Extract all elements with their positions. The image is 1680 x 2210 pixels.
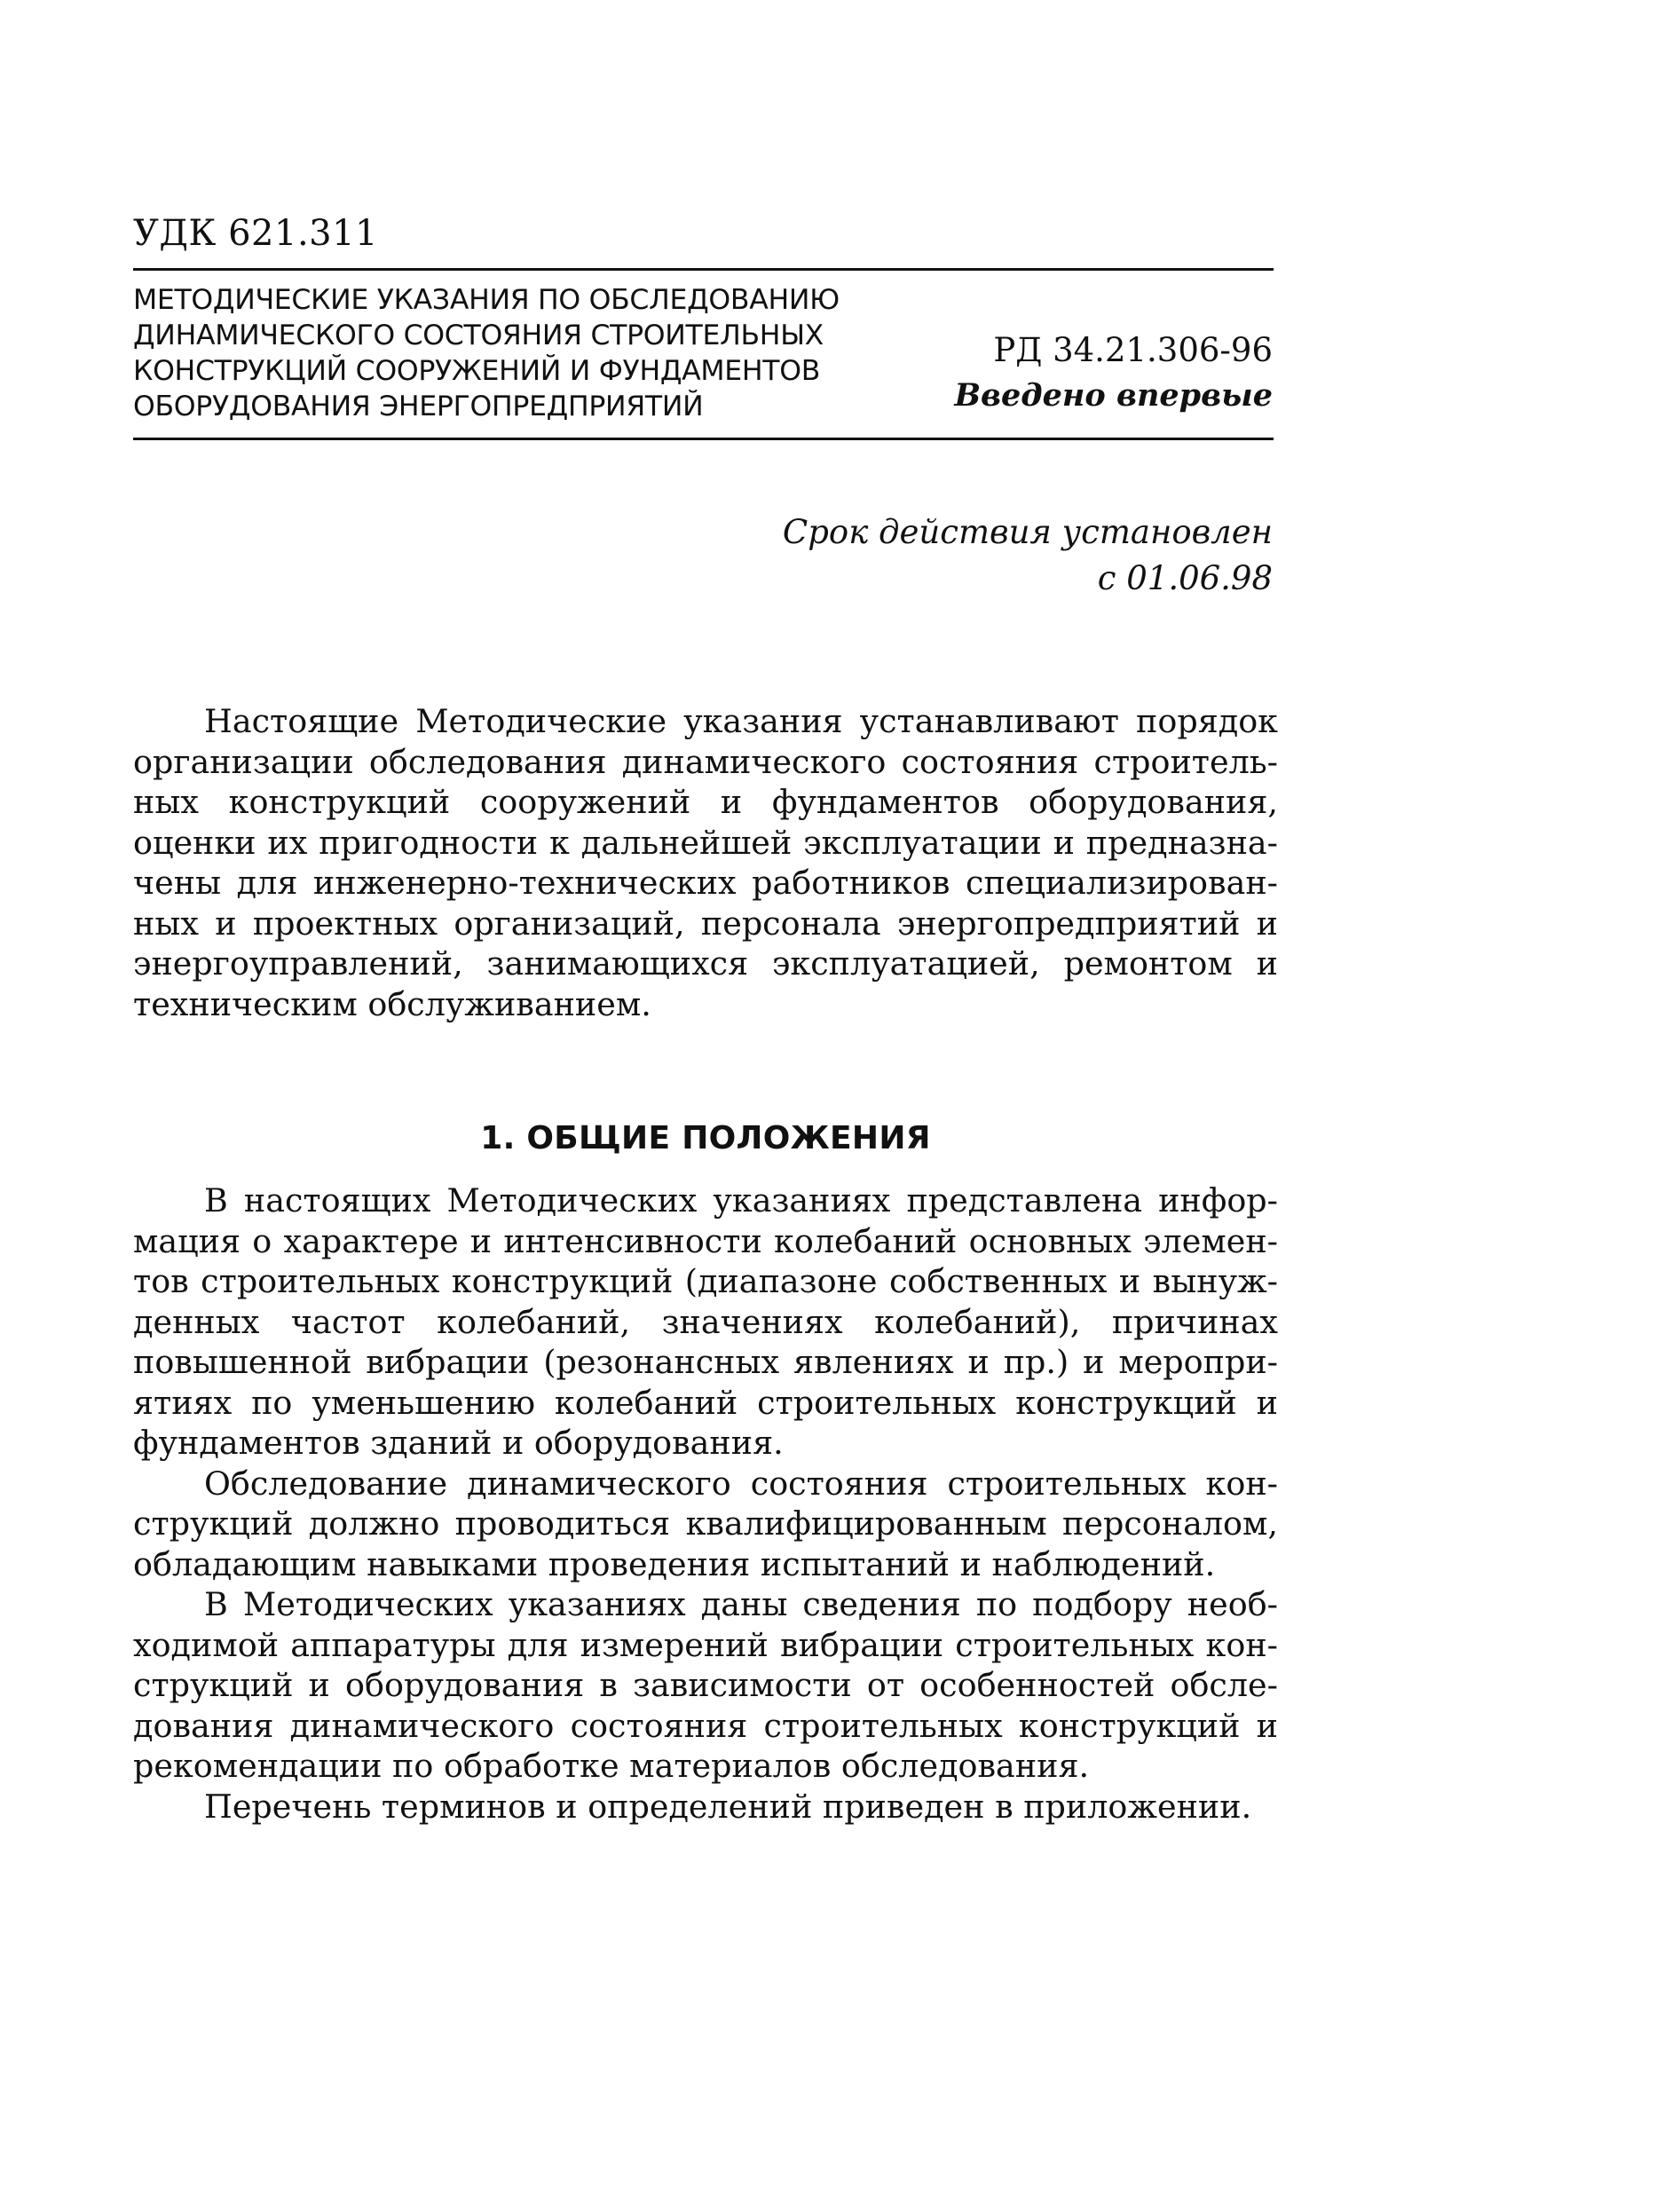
text-line: энергоуправлений, занимающихся эксплуатацией, ремонтом и: [133, 944, 1278, 983]
text-line: Обследование динамического состояния строительных кон-: [204, 1464, 1278, 1503]
title-line: ДИНАМИЧЕСКОГО СОСТОЯНИЯ СТРОИТЕЛЬНЫХ: [133, 320, 824, 351]
title-line: КОНСТРУКЦИЙ СООРУЖЕНИЙ И ФУНДАМЕНТОВ: [133, 355, 821, 387]
text-line: ных и проектных организаций, персонала энергопредприятий и: [133, 904, 1278, 943]
introduced-note: Введено впервые: [954, 377, 1273, 414]
section-heading: 1. ОБЩИЕ ПОЛОЖЕНИЯ: [480, 1120, 931, 1156]
text-line: ходимой аппаратуры для измерений вибрации строительных кон-: [133, 1625, 1278, 1664]
text-line: дования динамического состояния строительных конструкций и: [133, 1706, 1278, 1745]
document-title: [133, 282, 896, 424]
title-line: ОБОРУДОВАНИЯ ЭНЕРГОПРЕДПРИЯТИЙ: [133, 391, 704, 422]
text-line: организации обследования динамического состояния строитель-: [133, 742, 1278, 781]
text-line: повышенной вибрации (резонансных явлениях и пр.) и меропри-: [133, 1343, 1278, 1381]
validity-date: с 01.06.98: [1097, 559, 1273, 597]
text-line: оценки их пригодности к дальнейшей эксплуатации и предназна-: [133, 823, 1278, 862]
text-line: мация о характере и интенсивности колебаний основных элемен-: [133, 1221, 1278, 1260]
document-code: РД 34.21.306-96: [993, 331, 1273, 369]
text-line: чены для инженерно-технических работников специализирован-: [133, 864, 1278, 902]
text-line: обладающим навыками проведения испытаний и наблюдений.: [133, 1544, 1216, 1583]
text-line: струкций должно проводиться квалифицированным персоналом,: [133, 1504, 1278, 1543]
text-line: ятиях по уменьшению колебаний строительных конструкций и: [133, 1383, 1278, 1422]
validity-period: [783, 509, 1273, 602]
text-line: денных частот колебаний, значениях колебаний), причинах: [133, 1302, 1278, 1341]
intro-paragraph: [133, 701, 1278, 1024]
text-line: ных конструкций сооружений и фундаментов оборудования,: [133, 783, 1278, 821]
section-body: [133, 1180, 1278, 1827]
text-line: В настоящих Методических указаниях представлена инфор-: [204, 1181, 1278, 1219]
text-line: струкций и оборудования в зависимости от особенностей обсле-: [133, 1666, 1278, 1704]
text-line: фундаментов зданий и оборудования.: [133, 1424, 784, 1462]
header-top-rule: [133, 268, 1274, 271]
text-line: Настоящие Методические указания устанавливают порядок: [204, 702, 1278, 740]
udk-code: УДК 621.311: [133, 213, 379, 254]
text-line: техническим обслуживанием.: [133, 984, 651, 1023]
text-line: Перечень терминов и определений приведен в приложении.: [204, 1787, 1252, 1826]
validity-line: Срок действия установлен: [782, 513, 1273, 551]
text-line: рекомендации по обработке материалов обследования.: [133, 1747, 1090, 1785]
text-line: тов строительных конструкций (диапазоне собственных и вынуж-: [133, 1262, 1278, 1300]
text-line: В Методических указаниях даны сведения по подбору необ-: [204, 1585, 1278, 1623]
title-line: МЕТОДИЧЕСКИЕ УКАЗАНИЯ ПО ОБСЛЕДОВАНИЮ: [133, 284, 840, 316]
header-bottom-rule: [133, 438, 1274, 440]
